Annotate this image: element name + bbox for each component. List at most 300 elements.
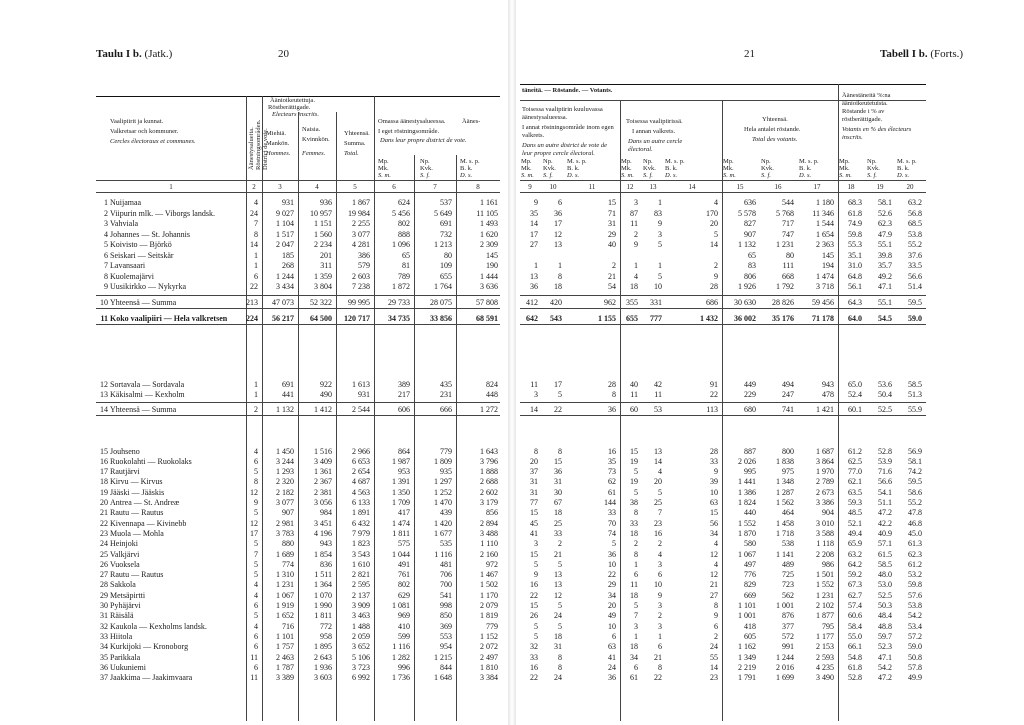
cell-r13: 10 (654, 282, 662, 291)
cell-c: 972 (486, 559, 498, 569)
cell-r12: 15 (630, 446, 638, 456)
cell-r10: 5 (558, 559, 562, 569)
cell-a: 1 081 (392, 601, 410, 610)
cell-r19: 47.2 (878, 508, 892, 518)
cell-r18: 74.9 (848, 219, 862, 228)
cell-r9: 15 (530, 601, 538, 610)
cell-m: 1 310 (276, 570, 294, 580)
cell-r19: 53.6 (878, 379, 892, 389)
header-rule (520, 180, 926, 181)
cell-m: 441 (282, 390, 294, 399)
cell-r15: 1 791 (738, 673, 756, 683)
cell-t: 6 432 (352, 518, 370, 528)
cell-w: 311 (320, 261, 332, 270)
cell-r20: 53.8 (908, 601, 922, 610)
col-head-mp: Mp. (378, 158, 389, 165)
cell-m: 56 217 (272, 313, 294, 323)
cell-r12: 7 (634, 611, 638, 621)
district-name: Rautu — Rautus (110, 570, 164, 580)
cell-r14: 5 (714, 229, 718, 239)
cell-r17: 11 346 (812, 208, 834, 218)
cell-a: 29 733 (388, 297, 410, 307)
cell-b: 481 (440, 559, 452, 569)
cell-r14: 22 (710, 390, 718, 399)
cell-d: 6 (254, 456, 258, 466)
cell-b: 28 075 (430, 297, 452, 307)
cell-r12: 19 (630, 477, 638, 487)
cell-d: 5 (254, 508, 258, 518)
subhead-label: S. m. (621, 172, 634, 179)
row-number: 8 (104, 271, 108, 281)
subhead-label: B. k. (665, 165, 678, 172)
cell-r12: 6 (634, 662, 638, 672)
subhead-label: S. f. (543, 172, 553, 179)
cell-r19: 53.9 (878, 456, 892, 466)
cell-r10: 8 (558, 652, 562, 662)
cell-r9: 27 (530, 240, 538, 249)
cell-a: 606 (398, 404, 410, 414)
cell-r16: 725 (782, 570, 794, 580)
cell-r9: 26 (530, 611, 538, 621)
cell-r10: 543 (550, 313, 562, 323)
cell-t: 1 891 (352, 508, 370, 518)
cell-r20: 54.2 (908, 611, 922, 621)
cell-a: 864 (398, 446, 410, 456)
cell-m: 268 (282, 261, 294, 270)
cell-m: 1 132 (276, 404, 294, 414)
cell-c: 2 309 (480, 240, 498, 249)
cell-c: 3 488 (480, 528, 498, 538)
cell-r14: 4 (714, 539, 718, 549)
cell-r15: 1 824 (738, 498, 756, 507)
cell-r15: 1 132 (738, 240, 756, 249)
cell-a: 1 811 (392, 528, 410, 538)
cell-r17: 2 102 (816, 601, 834, 610)
district-name: Räisälä (110, 611, 134, 621)
cell-w: 3 451 (314, 518, 332, 528)
cell-r12: 11 (630, 219, 638, 228)
cell-r9: 20 (530, 456, 538, 466)
cell-w: 984 (320, 508, 332, 518)
cell-r14: 56 (710, 518, 718, 528)
cell-w: 1 895 (314, 642, 332, 652)
col-head-women: Naisia. (302, 126, 321, 133)
col-head-vertical: Äänestysalueita. Röstningsområden. District de vote. (248, 119, 269, 170)
row-number: 7 (104, 261, 108, 270)
cell-m: 1 293 (276, 467, 294, 477)
cell-r16: 494 (782, 379, 794, 389)
cell-r13: 3 (658, 229, 662, 239)
cell-d: 12 (250, 487, 258, 497)
cell-r18: 52.8 (848, 673, 862, 683)
cell-b: 5 649 (434, 208, 452, 218)
cell-c: 3 796 (480, 456, 498, 466)
cell-w: 936 (320, 198, 332, 207)
column-number: 12 (626, 183, 634, 191)
cell-c: 145 (486, 250, 498, 260)
cell-r20: 59.5 (908, 297, 922, 307)
cell-a: 953 (398, 467, 410, 477)
cell-r18: 62.1 (848, 477, 862, 487)
cell-r13: 25 (654, 498, 662, 507)
cell-r14: 91 (710, 379, 718, 389)
subhead-label: Mk. (723, 165, 734, 172)
cell-r20: 56.8 (908, 208, 922, 218)
cell-r12: 2 (634, 539, 638, 549)
cell-r20: 55.9 (908, 404, 922, 414)
cell-r11: 61 (608, 487, 616, 497)
cell-w: 1 359 (314, 271, 332, 281)
cell-r16: 723 (782, 580, 794, 590)
cell-w: 1 361 (314, 467, 332, 477)
cell-r13: 10 (654, 580, 662, 590)
cell-r9: 5 (534, 559, 538, 569)
cell-a: 802 (398, 580, 410, 590)
cell-r18: 66.1 (848, 642, 862, 652)
district-name: Nuijamaa (110, 198, 142, 207)
cell-r18: 64.3 (848, 297, 862, 307)
cell-w: 1 811 (314, 611, 332, 621)
col-head-other: Toisessa vaalipiirin kuuluvassa äänestysalueessa. (522, 106, 603, 121)
cell-r11: 22 (608, 570, 616, 580)
cell-r13: 5 (658, 240, 662, 249)
subhead-label: Np. (761, 158, 771, 165)
cell-r14: 12 (710, 570, 718, 580)
cell-r12: 18 (630, 528, 638, 538)
cell-r15: 887 (744, 446, 756, 456)
cell-r19: 39.8 (878, 250, 892, 260)
cell-a: 996 (398, 662, 410, 672)
col-head-district: Vaalipiirit ja kunnat. (110, 118, 164, 125)
cell-r17: 1 687 (816, 446, 834, 456)
cell-r18: 55.3 (848, 240, 862, 249)
cell-c: 2 688 (480, 477, 498, 487)
cell-r16: 800 (782, 446, 794, 456)
cell-a: 1 474 (392, 518, 410, 528)
cell-r9: 15 (530, 549, 538, 559)
cell-m: 2 320 (276, 477, 294, 487)
cell-d: 6 (254, 601, 258, 610)
district-name: Uukuniemi (110, 662, 146, 672)
district-name: Seiskari — Seitskär (110, 250, 174, 260)
cell-b: 1 252 (434, 487, 452, 497)
col-head-pct-sv: Röstande i % av röstberättigade. (842, 108, 885, 123)
cell-r13: 5 (658, 271, 662, 281)
col-head-sm: S. m. (378, 172, 391, 179)
cell-a: 802 (398, 219, 410, 228)
cell-r15: 2 026 (738, 456, 756, 466)
col-head-total-sv: Summa. (344, 140, 366, 147)
cell-r20: 51.3 (908, 390, 922, 399)
cell-r10: 13 (554, 580, 562, 590)
cell-r17: 478 (822, 390, 834, 399)
cell-r12: 18 (630, 282, 638, 291)
cell-r14: 28 (710, 446, 718, 456)
col-head-bk: B. k. (460, 165, 473, 172)
cell-r18: 65.0 (848, 379, 862, 389)
cell-r20: 59.0 (908, 642, 922, 652)
cell-r13: 8 (658, 662, 662, 672)
table-top-rule (520, 84, 926, 85)
cell-d: 2 (254, 404, 258, 414)
col-head-own-fr: Dans leur propre district de vote. (380, 137, 467, 144)
row-number: 20 (100, 498, 108, 507)
cell-t: 2 654 (352, 467, 370, 477)
district-name: Pyhäjärvi (110, 601, 141, 610)
cell-r20: 55.2 (908, 240, 922, 249)
cell-t: 1 613 (352, 379, 370, 389)
page-number: 21 (744, 48, 755, 60)
cell-r15: 680 (744, 404, 756, 414)
cell-r12: 4 (634, 271, 638, 281)
cell-r14: 27 (710, 590, 718, 600)
cell-d: 1 (254, 261, 258, 270)
col-head-np: Np. (420, 158, 430, 165)
district-name: Rautu — Rautus (110, 508, 164, 518)
cell-c: 779 (486, 621, 498, 631)
cell-r15: 449 (744, 379, 756, 389)
cell-d: 4 (254, 590, 258, 600)
cell-t: 2 966 (352, 446, 370, 456)
cell-r15: 497 (744, 559, 756, 569)
cell-r20: 74.2 (908, 467, 922, 477)
row-number: 14 (100, 404, 108, 414)
cell-r9: 33 (530, 652, 538, 662)
cell-r16: 1 244 (776, 652, 794, 662)
cell-c: 190 (486, 261, 498, 270)
cell-r10: 420 (550, 297, 562, 307)
cell-r20: 62.3 (908, 549, 922, 559)
cell-r11: 49 (608, 611, 616, 621)
cell-c: 448 (486, 390, 498, 399)
cell-d: 12 (250, 518, 258, 528)
cell-r13: 22 (654, 673, 662, 683)
cell-r9: 22 (530, 590, 538, 600)
rule (96, 295, 500, 296)
column-number: 8 (476, 183, 480, 191)
col-head-men: Miehiä. (266, 130, 287, 137)
cell-r13: 16 (654, 528, 662, 538)
cell-r10: 5 (558, 621, 562, 631)
column-number: 15 (736, 183, 744, 191)
subhead-label: M. s. p. (897, 158, 917, 165)
cell-r12: 1 (634, 559, 638, 569)
cell-b: 439 (440, 508, 452, 518)
cell-d: 1 (254, 390, 258, 399)
cell-c: 2 079 (480, 601, 498, 610)
cell-r20: 57.2 (908, 631, 922, 641)
cell-r15: 776 (744, 570, 756, 580)
col-head-total-sv: Hela antalet röstande. (744, 126, 801, 133)
cell-r15: 829 (744, 580, 756, 590)
cell-w: 490 (320, 390, 332, 399)
cell-r14: 4 (714, 559, 718, 569)
cell-r20: 50.8 (908, 652, 922, 662)
cell-t: 99 995 (348, 297, 370, 307)
cell-r12: 6 (634, 570, 638, 580)
cell-r16: 538 (782, 539, 794, 549)
cell-r15: 1 162 (738, 642, 756, 652)
subhead-label: D. s. (567, 172, 580, 179)
cell-w: 1 070 (314, 590, 332, 600)
cell-r19: 42.2 (878, 518, 892, 528)
district-name: Käkisalmi — Kexholm (110, 390, 185, 399)
cell-r9: 9 (534, 570, 538, 580)
cell-r11: 6 (612, 631, 616, 641)
cell-a: 65 (402, 250, 410, 260)
cell-r9: 77 (530, 498, 538, 507)
cell-r15: 827 (744, 219, 756, 228)
cell-r14: 21 (710, 580, 718, 590)
cell-r16: 1 231 (776, 240, 794, 249)
cell-r9: 3 (534, 390, 538, 399)
cell-m: 1 757 (276, 642, 294, 652)
cell-r18: 48.5 (848, 508, 862, 518)
cell-r16: 35 176 (772, 313, 794, 323)
cell-r16: 572 (782, 631, 794, 641)
cell-w: 1 364 (314, 580, 332, 590)
cell-c: 1 110 (480, 539, 498, 549)
cell-r17: 2 153 (816, 642, 834, 652)
district-name: Jaakkima — Jaakimvaara (110, 673, 193, 683)
cell-r11: 34 (608, 590, 616, 600)
cell-t: 386 (358, 250, 370, 260)
cell-r18: 68.3 (848, 198, 862, 207)
cell-r11: 8 (612, 390, 616, 399)
cell-r12: 61 (630, 673, 638, 683)
cell-r19: 55.1 (878, 297, 892, 307)
cell-r9: 36 (530, 282, 538, 291)
cell-r12: 5 (634, 601, 638, 610)
cell-b: 109 (440, 261, 452, 270)
district-name: Kurkijoki — Kronoborg (110, 642, 189, 652)
cell-r16: 1 348 (776, 477, 794, 487)
cell-r20: 45.0 (908, 528, 922, 538)
cell-r19: 51.1 (878, 498, 892, 507)
cell-r17: 3 864 (816, 456, 834, 466)
cell-r16: 1 718 (776, 528, 794, 538)
cell-r14: 2 (714, 631, 718, 641)
cell-m: 1 517 (276, 229, 294, 239)
district-name: Koko vaalipiiri — Hela valkretsen (110, 313, 228, 323)
cell-r9: 35 (530, 208, 538, 218)
cell-r12: 5 (634, 467, 638, 477)
cell-r20: 61.2 (908, 559, 922, 569)
cell-a: 624 (398, 198, 410, 207)
cell-a: 1 282 (392, 652, 410, 662)
subhead-label: Kvk. (543, 165, 556, 172)
cell-r13: 3 (658, 601, 662, 610)
cell-r12: 34 (630, 652, 638, 662)
cell-c: 3 384 (480, 673, 498, 683)
cell-r14: 6 (714, 621, 718, 631)
cell-r20: 59.0 (908, 313, 922, 323)
cell-r13: 9 (658, 590, 662, 600)
cell-t: 6 133 (352, 498, 370, 507)
cell-r10: 5 (558, 390, 562, 399)
row-number: 17 (100, 467, 108, 477)
cell-r18: 55.0 (848, 631, 862, 641)
cell-d: 224 (246, 313, 258, 323)
cell-c: 824 (486, 379, 498, 389)
cell-d: 1 (254, 250, 258, 260)
cell-r12: 355 (626, 297, 638, 307)
cell-r14: 24 (710, 642, 718, 652)
cell-t: 19 984 (348, 208, 370, 218)
cell-t: 2 595 (352, 580, 370, 590)
cell-r12: 8 (634, 549, 638, 559)
cell-r16: 1 699 (776, 673, 794, 683)
cell-w: 836 (320, 559, 332, 569)
cell-a: 789 (398, 271, 410, 281)
rule (96, 415, 500, 416)
cell-m: 1 104 (276, 219, 294, 228)
col-head-pct-fr: Votants en % des électeurs inscrits. (842, 126, 912, 141)
cell-r15: 669 (744, 590, 756, 600)
cell-r10: 13 (554, 570, 562, 580)
cell-w: 1 511 (314, 570, 332, 580)
cell-a: 34 735 (388, 313, 410, 323)
cell-m: 880 (282, 539, 294, 549)
district-name: Vahviala (110, 219, 138, 228)
district-name: Muola — Mohla (110, 528, 164, 538)
cell-d: 22 (250, 282, 258, 291)
cell-r17: 1 877 (816, 611, 834, 621)
cell-r9: 15 (530, 508, 538, 518)
cell-r20: 58.6 (908, 487, 922, 497)
cell-r16: 1 001 (776, 601, 794, 610)
col-head-group-sv: Röstberättigade. (268, 104, 311, 111)
cell-t: 1 867 (352, 198, 370, 207)
cell-w: 958 (320, 631, 332, 641)
district-name: Johannes — St. Johannis (110, 229, 190, 239)
district-name: Valkjärvi (110, 549, 140, 559)
cell-w: 2 643 (314, 652, 332, 662)
cell-w: 2 381 (314, 487, 332, 497)
cell-r9: 5 (534, 631, 538, 641)
cell-r13: 13 (654, 446, 662, 456)
cell-r15: 1 926 (738, 282, 756, 291)
cell-r12: 3 (634, 198, 638, 207)
cell-r10: 12 (554, 229, 562, 239)
cell-r11: 73 (608, 467, 616, 477)
cell-r16: 1 141 (776, 549, 794, 559)
cell-r12: 2 (634, 229, 638, 239)
cell-r19: 47.1 (878, 652, 892, 662)
cell-m: 1 231 (276, 580, 294, 590)
cell-r11: 10 (608, 621, 616, 631)
cell-r12: 38 (630, 498, 638, 507)
cell-b: 1 297 (434, 477, 452, 487)
cell-r11: 31 (608, 219, 616, 228)
cell-r14: 9 (714, 467, 718, 477)
cell-r18: 60.6 (848, 611, 862, 621)
row-number: 32 (100, 621, 108, 631)
column-number: 19 (876, 183, 884, 191)
cell-r10: 33 (554, 528, 562, 538)
cell-r12: 19 (630, 456, 638, 466)
cell-r15: 36 002 (734, 313, 756, 323)
cell-r19: 40.9 (878, 528, 892, 538)
cell-m: 1 689 (276, 549, 294, 559)
col-head-votes: Äänes- (462, 118, 481, 125)
cell-r12: 655 (626, 313, 638, 323)
cell-r13: 6 (658, 642, 662, 652)
cell-w: 1 936 (314, 662, 332, 672)
left-page (0, 0, 508, 725)
cell-m: 2 981 (276, 518, 294, 528)
col-head-own: Omassa äänestysalueessa. (378, 118, 446, 125)
